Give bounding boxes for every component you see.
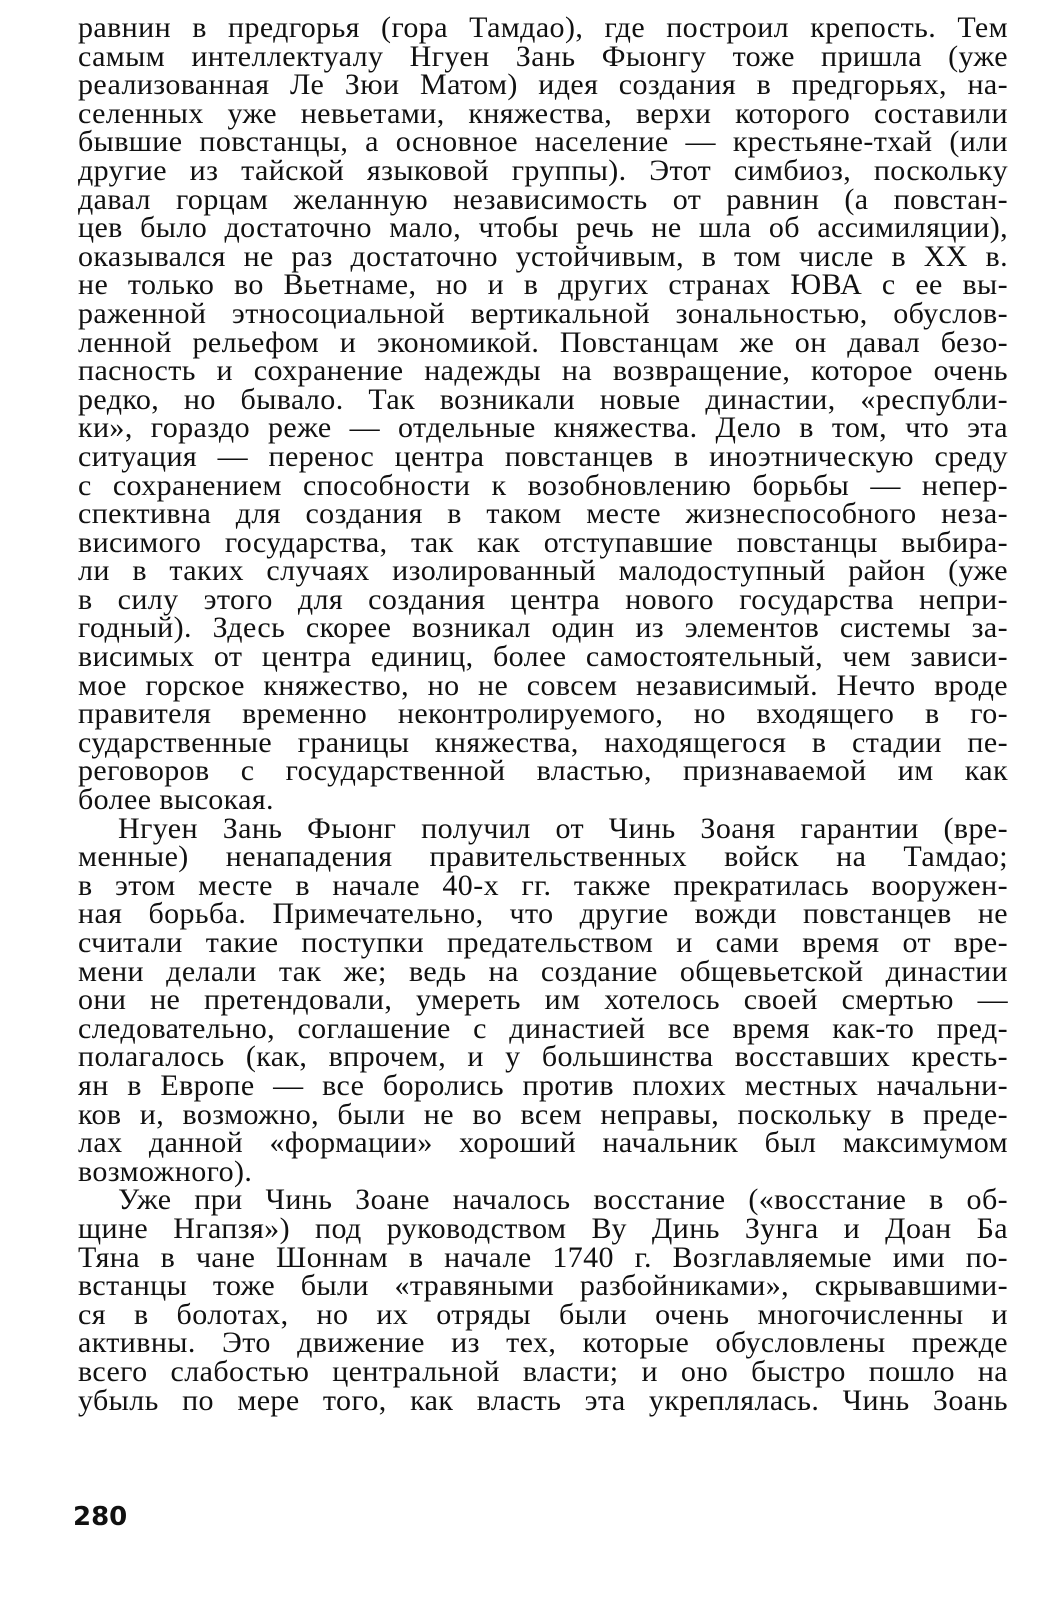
text-line: ся в болотах, но их отряды были очень многочисленны и [78,1297,1008,1331]
text-line: висимых от центра единиц, более самостоятельный, чем зависи- [78,640,1008,674]
text-line: полагалось (как, впрочем, и у большинства восставших кресть- [78,1040,1008,1074]
text-line: спективна для создания в таком месте жизнеспособного неза- [78,497,1008,531]
text-line: не только во Вьетнаме, но и в других странах ЮВА с ее вы- [78,268,1008,302]
text-line: более высокая. [78,783,274,817]
text-line: возможного). [78,1154,253,1188]
text-line: всего слабостью центральной власти; и оно быстро пошло на [78,1354,1008,1388]
text-line: ли в таких случаях изолированный малодоступный район (уже [78,554,1008,588]
text-line: раженной этносоциальной вертикальной зональностью, обуслов- [78,296,1008,330]
text-line: правителя временно неконтролируемого, но входящего в го- [78,697,1008,731]
text-line: с сохранением способности к возобновлению борьбы — непер- [78,468,1008,502]
text-line: реализованная Ле Зюи Матом) идея создания в предгорьях, на- [78,68,1008,102]
text-line: убыль по мере того, как власть эта укреплялась. Чинь Зоань [78,1383,1008,1417]
text-line: мени делали так же; ведь на создание общевьетской династии [78,954,1008,988]
text-line: Тяна в чане Шоннам в начале 1740 г. Возглавляемые ими по- [78,1240,1008,1274]
text-line: ян в Европе — все боролись против плохих местных начальни- [78,1068,1008,1102]
text-line: висимого государства, так как отступавшие повстанцы выбира- [78,525,1008,559]
text-line: щине Нгапзя») под руководством Ву Динь Зунга и Доан Ба [78,1211,1008,1245]
text-line: реговоров с государственной властью, признаваемой им как [78,754,1008,788]
text-line: Уже при Чинь Зоане началось восстание («восстание в об- [118,1183,1008,1217]
text-line: мое горское княжество, но не совсем независимый. Нечто вроде [78,668,1008,702]
text-line: в силу этого для создания центра нового государства непри- [78,582,1008,616]
body-text [78,11,1008,1417]
text-line: сударственные границы княжества, находящегося в стадии пе- [78,725,1008,759]
text-line: в этом месте в начале 40-х гг. также прекратилась вооружен- [78,868,1008,902]
text-line: редко, но бывало. Так возникали новые династии, «республи- [78,382,1008,416]
text-line: селенных уже невьетами, княжества, верхи которого составили [78,96,1008,130]
text-line: лах данной «формации» хороший начальник был максимумом [78,1126,1008,1160]
text-line: давал горцам желанную независимость от равнин (а повстан- [78,182,1008,216]
text-line: бывшие повстанцы, а основное население — крестьяне-тхай (или [78,125,1008,159]
text-line: другие из тайской языковой группы). Этот симбиоз, поскольку [78,153,1008,187]
text-line: самым интеллектуалу Нгуен Зань Фыонгу тоже пришла (уже [78,39,1008,73]
text-line: равнин в предгорья (гора Тамдао), где построил крепость. Тем [78,11,1008,44]
text-line: активны. Это движение из тех, которые обусловлены прежде [78,1326,1008,1360]
text-line: ситуация — перенос центра повстанцев в иноэтническую среду [78,439,1008,473]
text-line: Нгуен Зань Фыонг получил от Чинь Зоаня гарантии (вре- [118,811,1008,845]
text-line: ки», гораздо реже — отдельные княжества. Дело в том, что эта [78,411,1008,445]
text-line: ков и, возможно, были не во всем неправы, поскольку в преде- [78,1097,1008,1131]
text-line: считали такие поступки предательством и сами время от вре- [78,926,1008,959]
text-line: ная борьба. Примечательно, что другие вожди повстанцев не [78,897,1008,931]
text-line: менные) ненападения правительственных войск на Тамдао; [78,840,1008,874]
text-line: годный). Здесь скорее возникал один из элементов системы за- [78,611,1008,645]
text-line: цев было достаточно мало, чтобы речь не шла об ассимиляции), [78,211,1008,245]
text-line: пасность и сохранение надежды на возвращение, которое очень [78,354,1008,388]
page-number: 280 [73,1502,128,1532]
text-line: оказывался не раз достаточно устойчивым, в том числе в XX в. [78,239,1008,273]
text-line: следовательно, соглашение с династией все время как-то пред- [78,1011,1008,1045]
text-line: ленной рельефом и экономикой. Повстанцам же он давал безо- [78,325,1008,359]
text-line: они не претендовали, умереть им хотелось своей смертью — [78,983,1008,1017]
text-line: встанцы тоже были «травяными разбойниками», скрывавшими- [78,1269,1008,1303]
